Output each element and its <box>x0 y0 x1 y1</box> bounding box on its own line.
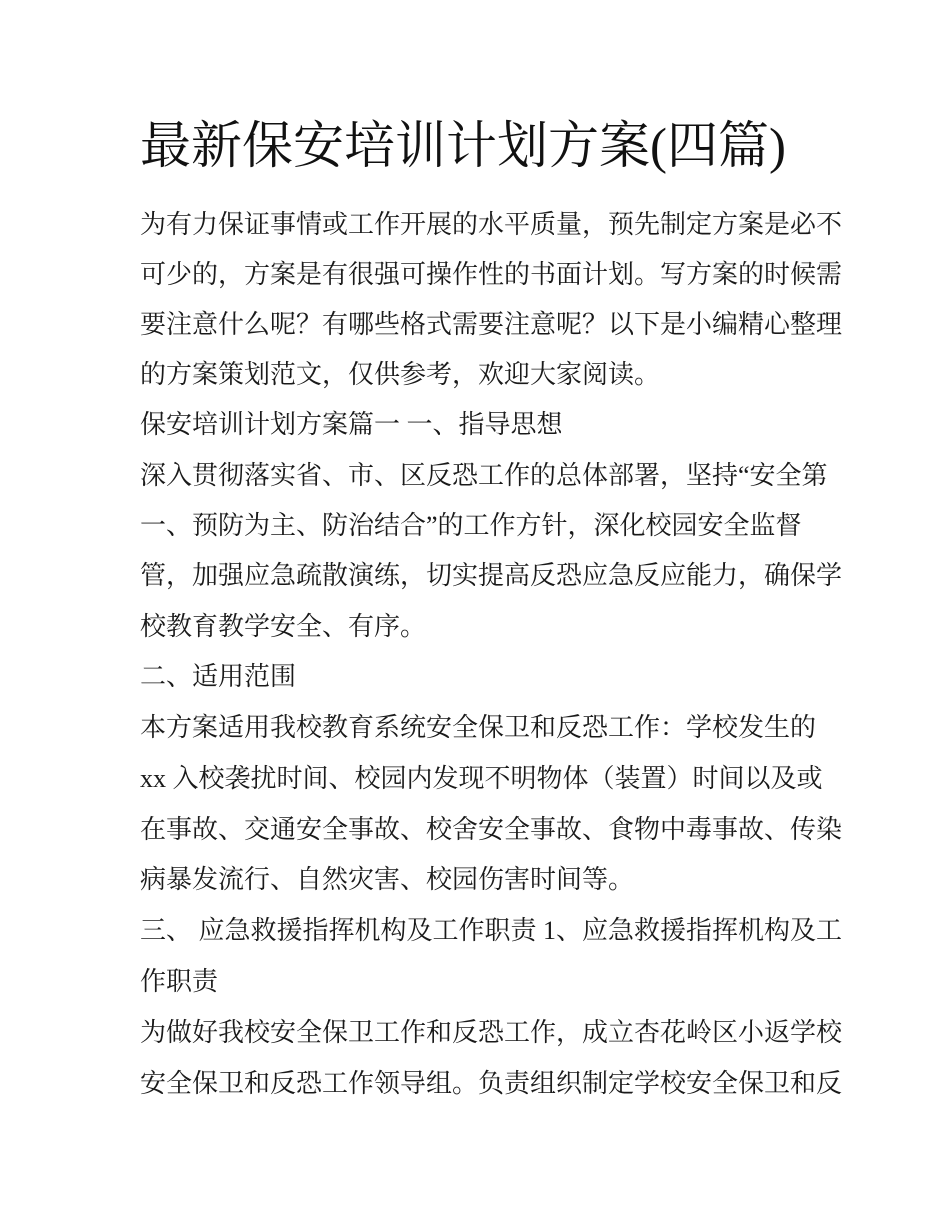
section-heading-2: 二、适用范围 <box>140 662 297 691</box>
document-title: 最新保安培训计划方案(四篇) <box>140 119 786 175</box>
body-line: 为有力保证事情或工作开展的水平质量，预先制定方案是必不 <box>140 210 843 239</box>
section-heading-3: 三、 应急救援指挥机构及工作职责 1、应急救援指挥机构及工 <box>140 916 843 945</box>
body-line: xx 入校袭扰时间、校园内发现不明物体（装置）时间以及或 <box>140 764 823 793</box>
body-line: 要注意什么呢？有哪些格式需要注意呢？以下是小编精心整理 <box>140 310 843 339</box>
body-line: 深入贯彻落实省、市、区反恐工作的总体部署，坚持“安全第 <box>140 461 828 490</box>
body-line: 的方案策划范文，仅供参考，欢迎大家阅读。 <box>140 360 661 389</box>
body-line: 可少的，方案是有很强可操作性的书面计划。写方案的时候需 <box>140 260 843 289</box>
body-line: 管，加强应急疏散演练，切实提高反恐应急反应能力，确保学 <box>140 561 843 590</box>
body-line: 一、预防为主、防治结合”的工作方针，深化校园安全监督 <box>140 511 802 540</box>
body-line: 在事故、交通安全事故、校舍安全事故、食物中毒事故、传染 <box>140 815 843 844</box>
body-line: 病暴发流行、自然灾害、校园伤害时间等。 <box>140 865 635 894</box>
body-line: 安全保卫和反恐工作领导组。负责组织制定学校安全保卫和反 <box>140 1069 843 1098</box>
body-line: 本方案适用我校教育系统安全保卫和反恐工作：学校发生的 <box>140 713 817 742</box>
section-heading-1: 保安培训计划方案篇一 一、指导思想 <box>140 410 563 439</box>
section-heading-3-continued: 作职责 <box>140 967 219 996</box>
body-line: 为做好我校安全保卫工作和反恐工作，成立杏花岭区小返学校 <box>140 1018 843 1047</box>
body-line: 校教育教学安全、有序。 <box>140 612 427 641</box>
